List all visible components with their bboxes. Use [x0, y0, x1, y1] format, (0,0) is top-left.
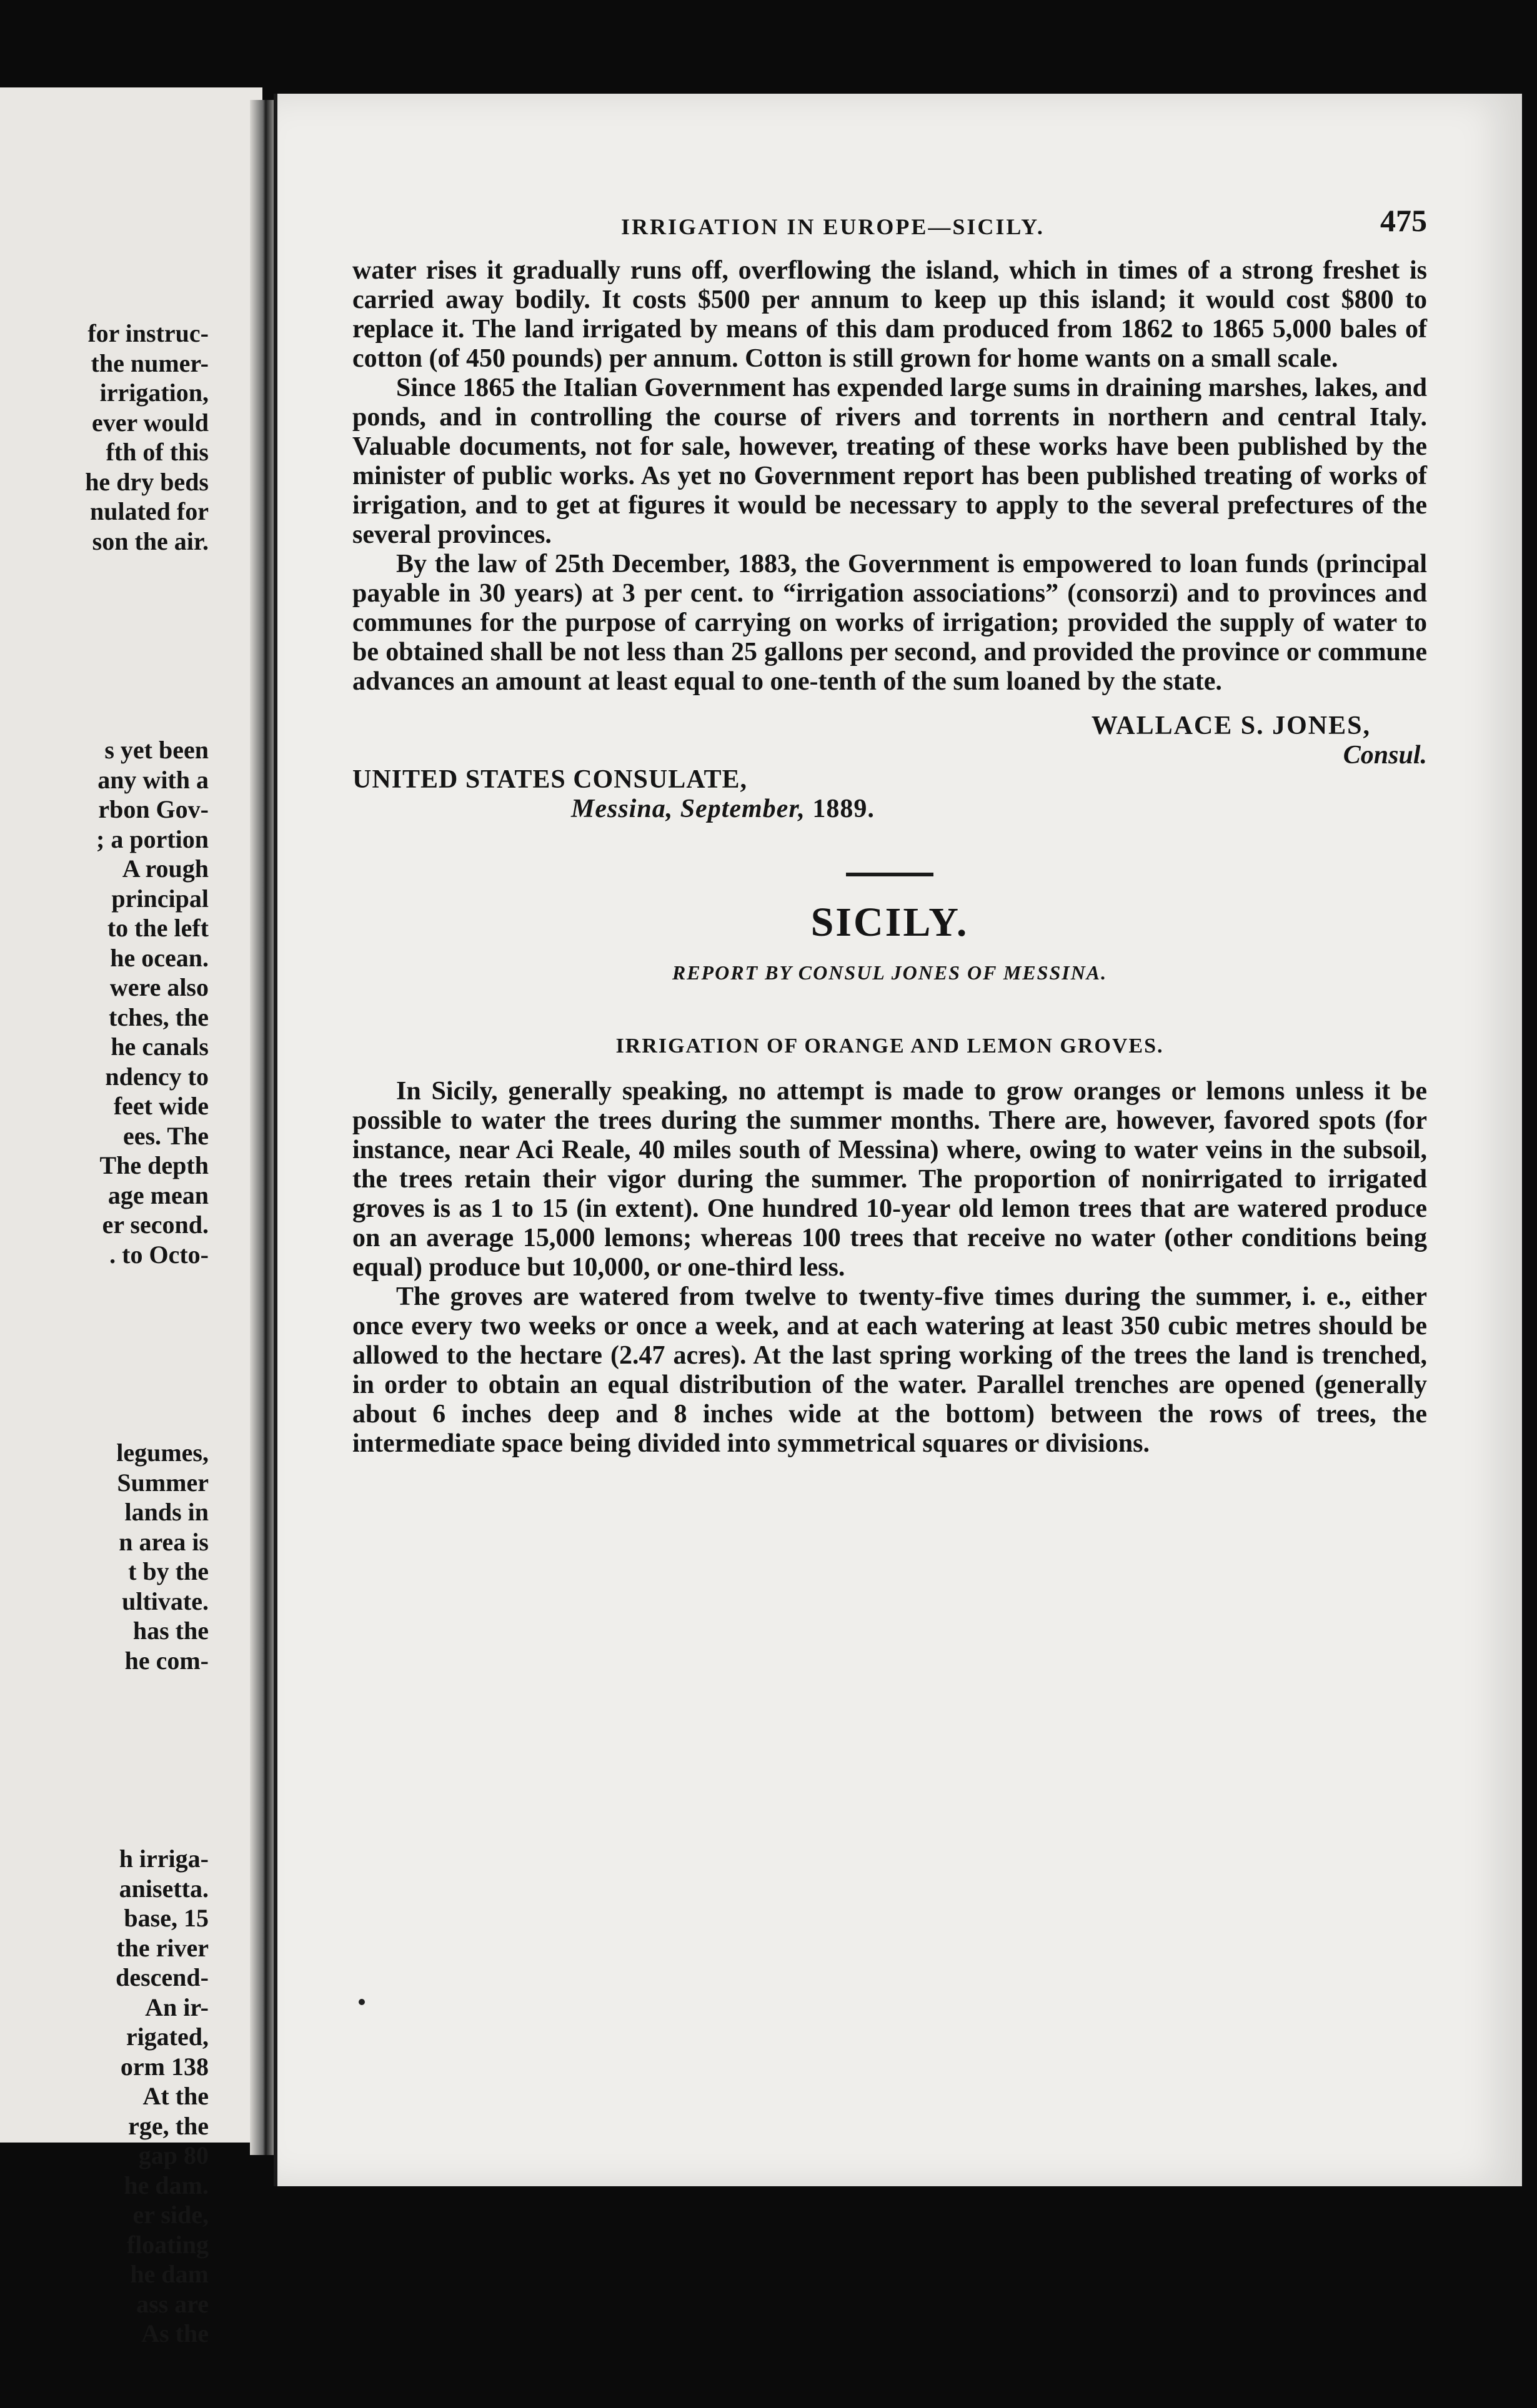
gap: [2, 1329, 209, 1379]
sub-heading: IRRIGATION OF ORANGE AND LEMON GROVES.: [615, 1034, 1164, 1058]
paragraph-law-1883: By the law of 25th December, 1883, the Government is empowered to loan funds (principal payable in 30 years) at 3 per cent. to “irrigation associations” (consorzi) and to provinces and communes for the purpose of carrying on works of irrigation; provided the supply of water to be obtained shall be not less than 25 gallons per second, and provided the province or commune advances an amount at least equal to one-tenth of the sum loaned by the state.: [352, 550, 1427, 696]
paragraph-government-works: Since 1865 the Italian Government has expended large sums in draining marshes, lakes, and ponds, and in controlling the course of rivers and torrents in northern and central Italy. Valuable documents, not for sale, however, treating of these works have been published by the minister of public works. As yet no Government report has been published treating of works of irrigation, and to get at figures it would be necessary to apply to the several prefectures of the several provinces.: [352, 374, 1427, 549]
page-body: [352, 203, 1427, 1459]
facing-page: [0, 87, 262, 2347]
dateline-year: 1889.: [812, 795, 875, 823]
consulate-office: UNITED STATES CONSULATE,: [352, 765, 747, 794]
section-divider: [846, 873, 933, 876]
paragraph-groves-watering: The groves are watered from twelve to twenty-five times during the summer, i. e., either once every two weeks or once a week, and at each watering at least 350 cubic metres should be allowed to the hectare (2.47 acres). At the last spring working of the trees the land is trenched, in order to obtain an equal distribution of the water. Parallel trenches are opened (generally about 6 inches deep and 8 inches wide at the bottom) between the rows of trees, the intermediate space being divided into symmetrical squares or divisions.: [352, 1282, 1427, 1458]
facing-lines-b: s yet been any with a rbon Gov- ; a portion A rough principal to the left he ocean. were also tches, the he canals ndency to feet wide ees. The The depth age mean er second. . to Octo-: [96, 736, 209, 1269]
signature-block: [352, 711, 1427, 770]
dateline: [352, 795, 1427, 824]
paragraph-groves-intro: In Sicily, generally speaking, no attempt is made to grow oranges or lemons unless it be possible to water the trees during the summer months. There are, however, favored spots (for instance, near Aci Reale, 40 miles south of Messina) where, owing to water veins in the subsoil, the trees retain their vigor during the summer. The proportion of nonirrigated to irrigated groves is as 1 to 15 (in extent). One hundred 10-year old lemon trees that are watered produce on an average 15,000 lemons; whereas 100 trees that receive no water (other conditions being equal) produce but 10,000, or one-third less.: [352, 1077, 1427, 1282]
dateline-place-month: Messina, September,: [571, 795, 805, 823]
paragraph-continued: water rises it gradually runs off, overflowing the island, which in times of a strong freshet is carried away bodily. It costs $500 per annum to keep up this island; it would cost $800 to replace it. The land irrigated by means of this dam produced from 1862 to 1865 5,000 bales of cotton (of 450 pounds) per annum. Cotton is still grown for home wants on a small scale.: [352, 256, 1427, 373]
ink-speck: [359, 1999, 365, 2005]
running-title: IRRIGATION IN EUROPE—SICILY.: [621, 214, 1045, 239]
page-number: 475: [1380, 203, 1427, 238]
report-byline: REPORT BY CONSUL JONES OF MESSINA.: [672, 961, 1108, 984]
facing-page-text: [2, 259, 209, 2408]
consulate-block: [352, 765, 1427, 824]
page-475: [274, 94, 1522, 2186]
signatory-name: WALLACE S. JONES,: [1091, 711, 1371, 740]
facing-lines-d: h irriga- anisetta. base, 15 the river descend- An ir- rigated, orm 138 At the rge, the gap 80 he dam. er side, floating he dam ass are As the: [116, 1845, 209, 2347]
signatory-title: Consul.: [1343, 741, 1427, 770]
facing-lines-a: for instruc- the numer- irrigation, ever would fth of this he dry beds nulated for son the air.: [85, 319, 209, 555]
section-title: SICILY.: [810, 899, 969, 945]
running-head: [352, 203, 1427, 256]
gap: [2, 1735, 209, 1785]
gap: [2, 615, 209, 676]
facing-lines-c: legumes, Summer lands in n area is t by the ultivate. has the he com-: [116, 1439, 209, 1675]
